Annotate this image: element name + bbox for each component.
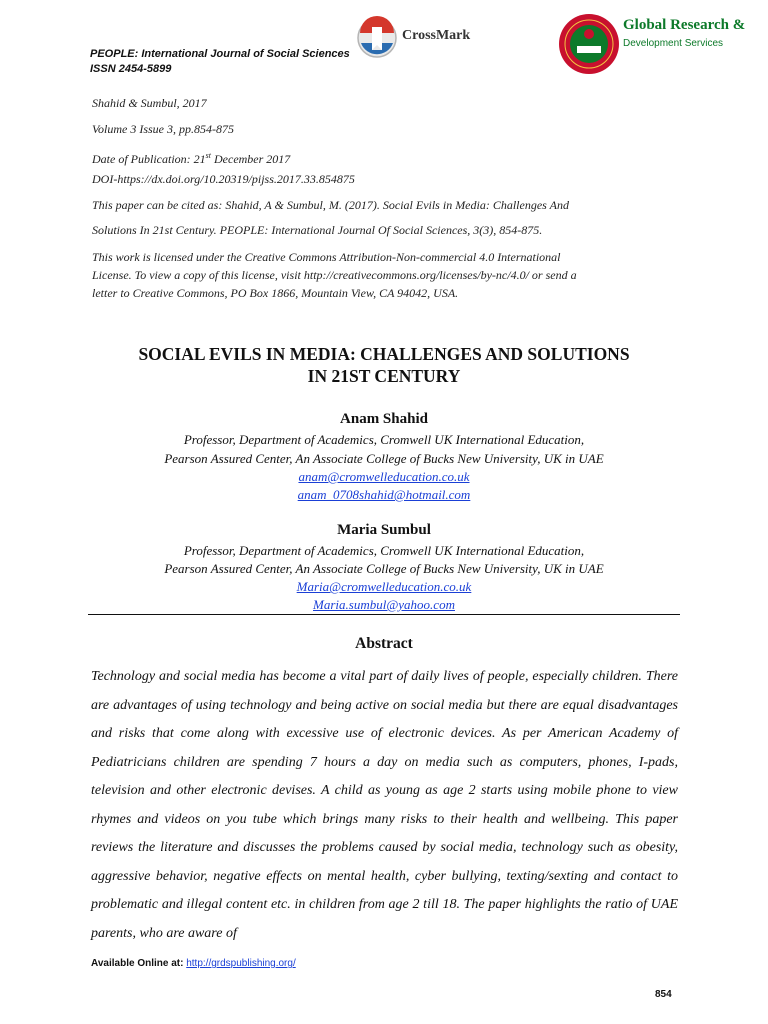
- journal-name: PEOPLE: International Journal of Social Sciences: [90, 48, 350, 60]
- author-affiliation: Pearson Assured Center, An Associate College of Bucks New University, UK in UAE: [164, 451, 604, 466]
- author-email-link[interactable]: anam_0708shahid@hotmail.com: [297, 487, 471, 502]
- paper-title: [60, 343, 708, 387]
- license-line-2[interactable]: License. To view a copy of this license, visit http://creativecommons.org/licenses/by-nc/4.0/ or send a: [92, 268, 577, 282]
- abstract-divider: [88, 614, 680, 615]
- footer-url-link[interactable]: http://grdspublishing.org/: [186, 958, 296, 969]
- journal-issn: ISSN 2454-5899: [90, 63, 172, 75]
- author-affiliation: Professor, Department of Academics, Cromwell UK International Education,: [183, 432, 585, 447]
- paper-title-line-1: SOCIAL EVILS IN MEDIA: CHALLENGES AND SOLUTIONS: [138, 344, 630, 364]
- crossmark-logo[interactable]: [356, 16, 478, 62]
- abstract-text: Technology and social media has become a vital part of daily lives of people, especially children. There are advantages of using technology and being active on social media but there are equal disadvantages and risks that come along with excessive use of electronic devices. As per American Academy of Pediatricians children are spending 7 hours a day on media such as computers, phones, I-pads, television and other electronic devises. A child as young as age 2 starts using mobile phone to view rhymes and videos on you tube which brings many risks to their health and wellbeing. This paper reviews the literature and discusses the problems caused by social media, technology such as obesity, aggressive behavior, negative effects on mental health, cyber bullying, texting/sexting and contact to problematic and illegal content etc. in children from age 2 till 18. The paper highlights the ratio of UAE parents, who are aware of: [91, 669, 678, 941]
- license-line-3: letter to Creative Commons, PO Box 1866, Mountain View, CA 94042, USA.: [92, 286, 459, 300]
- author-email-link[interactable]: anam@cromwelleducation.co.uk: [298, 469, 470, 484]
- crossmark-label: CrossMark: [402, 28, 471, 43]
- license-line-1: This work is licensed under the Creative Commons Attribution-Non-commercial 4.0 International: [92, 250, 561, 264]
- publisher-logo: [557, 12, 757, 80]
- citation-line-1: This paper can be cited as: Shahid, A & Sumbul, M. (2017). Social Evils in Media: Challenges And: [92, 198, 569, 212]
- footer-availability: Available Online at: http://grdspublishing.org/: [91, 958, 296, 969]
- author-affiliation: Professor, Department of Academics, Cromwell UK International Education,: [183, 543, 585, 558]
- author-name: Maria Sumbul: [337, 522, 431, 538]
- doi-link[interactable]: DOI-https://dx.doi.org/10.20319/pijss.2017.33.854875: [92, 172, 355, 186]
- author-name: Anam Shahid: [340, 411, 428, 427]
- paper-title-line-2: IN 21ST CENTURY: [307, 366, 461, 386]
- volume-info: Volume 3 Issue 3, pp.854-875: [92, 122, 234, 136]
- publication-date: Date of Publication: 21st December 2017: [92, 151, 291, 166]
- author-email-link[interactable]: Maria.sumbul@yahoo.com: [313, 597, 455, 612]
- abstract-heading: Abstract: [355, 635, 413, 652]
- author-email-link[interactable]: Maria@cromwelleducation.co.uk: [296, 579, 472, 594]
- crossmark-icon: [356, 16, 398, 62]
- author-affiliation: Pearson Assured Center, An Associate College of Bucks New University, UK in UAE: [164, 561, 604, 576]
- authors-year: Shahid & Sumbul, 2017: [92, 96, 207, 110]
- grds-seal-icon: [557, 12, 621, 76]
- page-number: 854: [655, 989, 672, 1000]
- publisher-subtitle: Development Services: [623, 38, 724, 49]
- citation-line-2: Solutions In 21st Century. PEOPLE: International Journal Of Social Sciences, 3(3), 854-875.: [92, 223, 543, 237]
- publisher-title: Global Research &: [623, 17, 746, 33]
